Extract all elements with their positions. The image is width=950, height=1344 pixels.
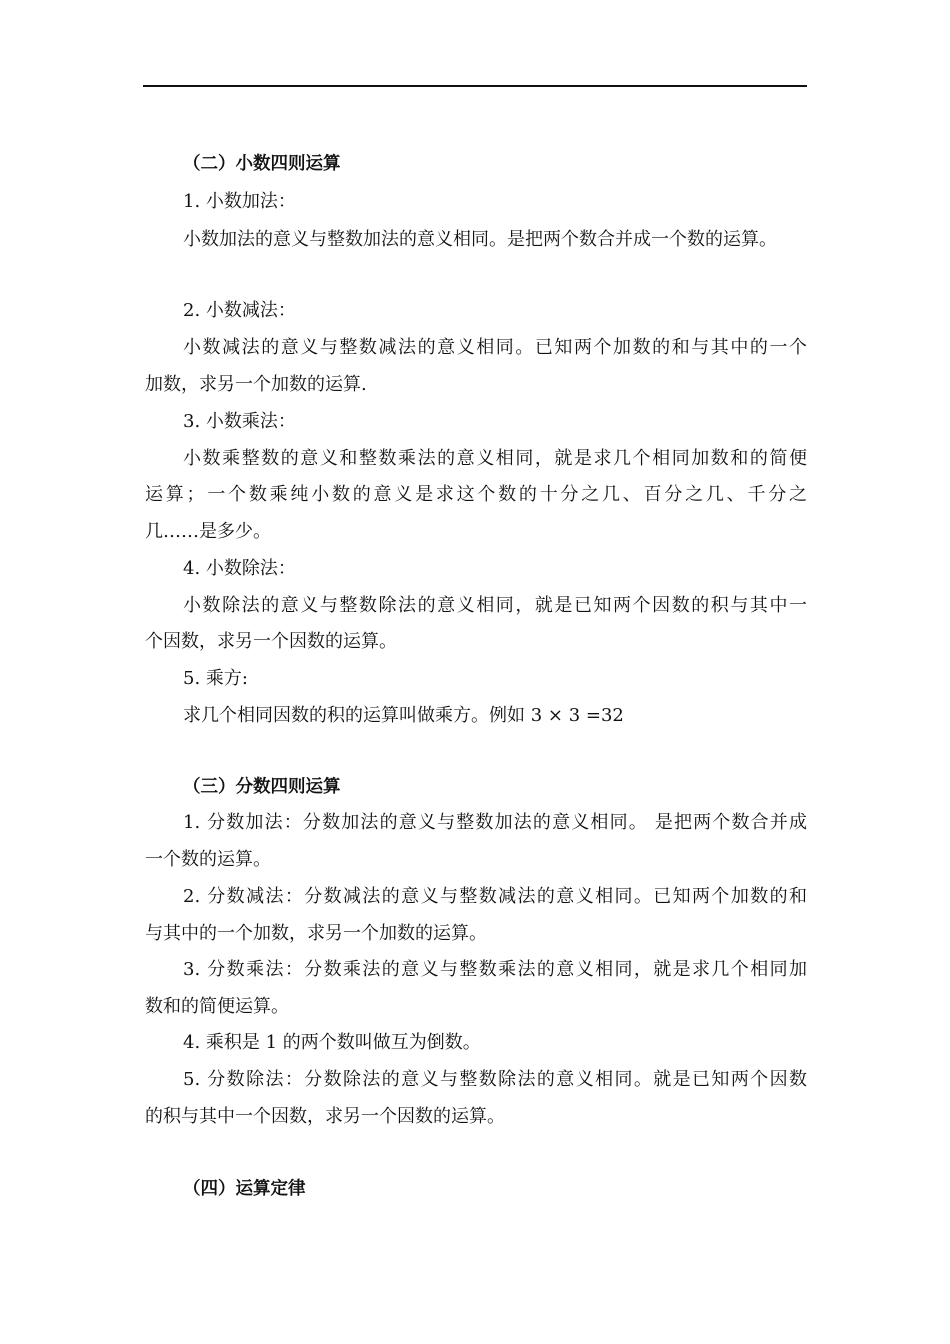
decimal-sub-text-1: 小数减法的意义与整数减法的意义相同。已知两个加数的和与其中的一个 [183,337,807,358]
fraction-item-1-line-2: 一个数的运算。 [145,849,271,870]
decimal-sub-text-2: 加数，求另一个加数的运算. [145,374,367,395]
fraction-item-4-line-1: 4. 乘积是 1 的两个数叫做互为倒数。 [183,1032,481,1053]
section-title-laws: （四）运算定律 [183,1179,306,1199]
fraction-item-2-line-2: 与其中的一个加数，求另一个加数的运算。 [145,923,487,944]
header-rule [143,85,807,87]
section-title-fraction: （三）分数四则运算 [183,777,341,797]
decimal-add-label: 1. 小数加法： [183,191,296,212]
decimal-div-text-1: 小数除法的意义与整数除法的意义相同，就是已知两个因数的积与其中一 [183,595,807,616]
fraction-item-3-line-2: 数和的简便运算。 [145,996,289,1017]
fraction-item-1-line-1: 1. 分数加法：分数加法的意义与整数加法的意义相同。 是把两个数合并成 [183,812,807,833]
decimal-mul-text-2: 运算；一个数乘纯小数的意义是求这个数的十分之几、百分之几、千分之 [145,484,807,505]
decimal-sub-label: 2. 小数减法： [183,300,296,321]
decimal-pow-label: 5. 乘方: [183,668,248,689]
fraction-item-5-line-1: 5. 分数除法：分数除法的意义与整数除法的意义相同。就是已知两个因数 [183,1069,807,1090]
fraction-item-2-line-1: 2. 分数减法：分数减法的意义与整数减法的意义相同。已知两个加数的和 [183,886,807,907]
decimal-mul-text-1: 小数乘整数的意义和整数乘法的意义相同，就是求几个相同加数和的简便 [183,448,807,469]
decimal-pow-text: 求几个相同因数的积的运算叫做乘方。例如 3 × 3 =32 [183,705,624,726]
section-title-decimal: （二）小数四则运算 [183,154,341,174]
fraction-item-3-line-1: 3. 分数乘法：分数乘法的意义与整数乘法的意义相同，就是求几个相同加 [183,959,807,980]
decimal-div-text-2: 个因数，求另一个因数的运算。 [145,631,397,652]
decimal-div-label: 4. 小数除法： [183,558,296,579]
decimal-mul-label: 3. 小数乘法： [183,411,296,432]
decimal-add-text: 小数加法的意义与整数加法的意义相同。是把两个数合并成一个数的运算。 [183,229,777,250]
decimal-mul-text-3: 几……是多少。 [145,521,271,542]
fraction-item-5-line-2: 的积与其中一个因数，求另一个因数的运算。 [145,1106,505,1127]
